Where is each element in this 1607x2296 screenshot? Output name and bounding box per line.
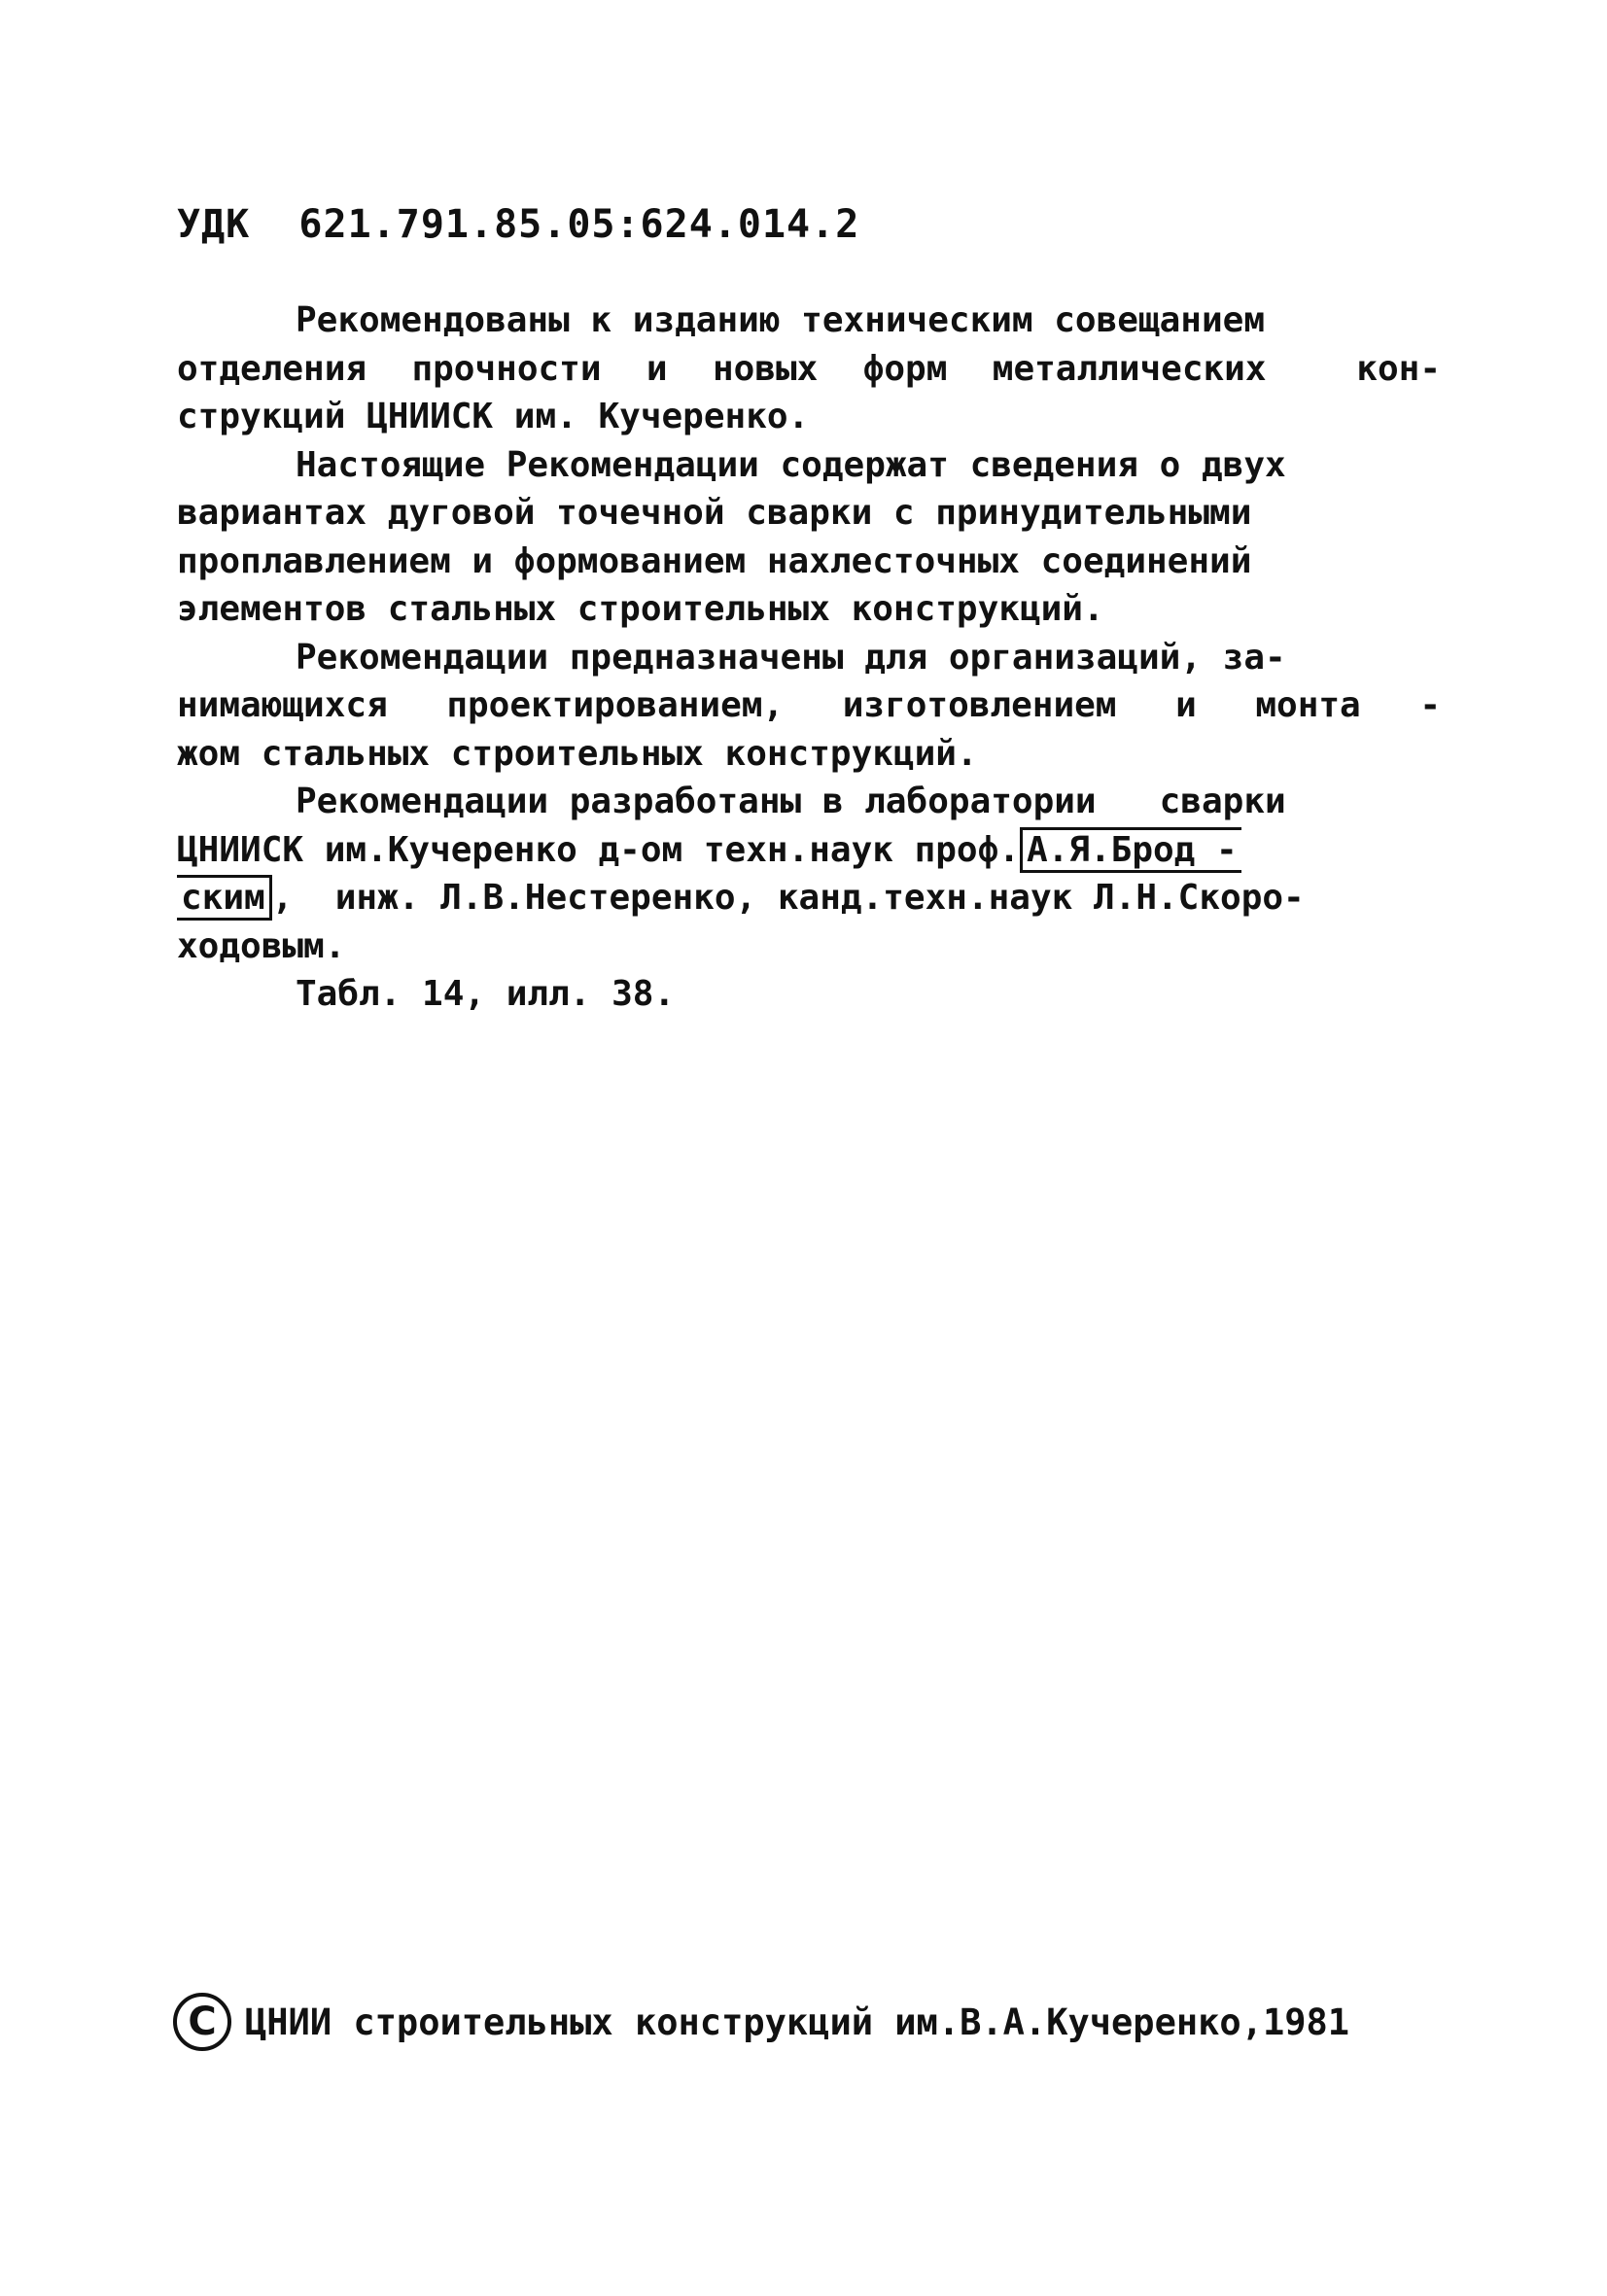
copyright-text: ЦНИИ строительных конструкций им.В.А.Кучеренко,1981 — [245, 2000, 1350, 2043]
annotation-text — [177, 296, 1441, 1019]
paragraph-3-line-1: Рекомендации предназначены для организаций, за- — [296, 637, 1286, 678]
paragraph-2-line-2: вариантах дуговой точечной сварки с принудительными — [177, 493, 1252, 533]
copyright-line — [173, 1993, 1349, 2051]
paragraph-2-line-4: элементов стальных строительных конструкций. — [177, 589, 1104, 629]
paragraph-3-line-3: жом стальных строительных конструкций. — [177, 733, 978, 774]
paragraph-2-line-3: проплавлением и формованием нахлесточных соединений — [177, 540, 1252, 581]
boxed-author-name-start: А.Я.Брод - — [1020, 827, 1241, 873]
paragraph-4-line-3-text: , инж. Л.В.Нестеренко, канд.техн.наук Л.Н.Скоро- — [271, 878, 1305, 918]
paragraph-1-line-3: струкций ЦНИИСК им. Кучеренко. — [177, 397, 810, 436]
paragraph-4-line-2-text: ЦНИИСК им.Кучеренко д-ом техн.наук проф. — [177, 829, 1020, 870]
paragraph-1-line-1: Рекомендованы к изданию техническим совещанием — [296, 300, 1265, 340]
udc-code: УДК 621.791.85.05:624.014.2 — [177, 202, 860, 247]
boxed-author-name-end: ским — [177, 875, 272, 921]
copyright-icon: C — [173, 1993, 231, 2051]
paragraph-3-line-2: нимающихся проектированием, изготовлением и монта - — [177, 685, 1441, 725]
paragraph-1-line-2: отделения прочности и новых форм металлических кон- — [177, 348, 1441, 389]
paragraph-4-line-2 — [177, 826, 1441, 875]
paragraph-4-line-3 — [177, 874, 1441, 922]
paragraph-2-line-1: Настоящие Рекомендации содержат сведения о двух — [296, 444, 1286, 485]
tables-illustrations-count: Табл. 14, илл. 38. — [296, 974, 676, 1014]
paragraph-4-line-1: Рекомендации разработаны в лаборатории сварки — [296, 782, 1286, 821]
paragraph-4-line-4: ходовым. — [177, 925, 346, 966]
